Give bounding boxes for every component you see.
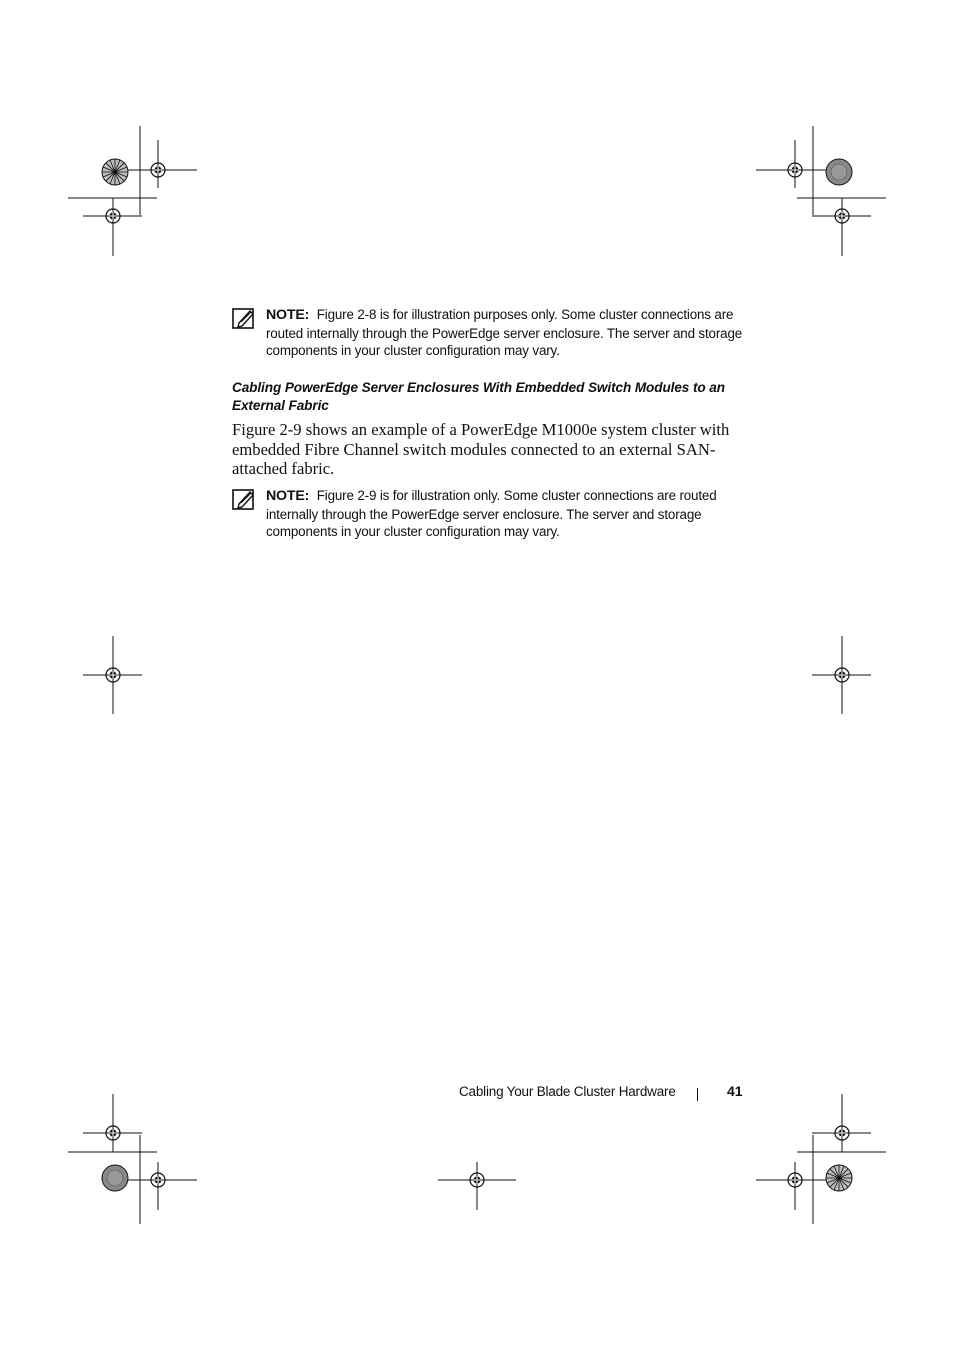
note-1-text [266,306,752,360]
page-number: 41 [727,1083,743,1099]
note-2-text [266,487,752,541]
note-pencil-icon [232,489,256,511]
section-heading: Cabling PowerEdge Server Enclosures With Embedded Switch Modules to an External Fabric [232,380,725,413]
note-2 [232,487,752,541]
note-pencil-icon [232,308,256,330]
section-body: Figure 2-9 shows an example of a PowerEdge M1000e system cluster with embedded Fibre Channel switch modules connected to an external SAN-attached fabric. [232,420,730,479]
note-label: NOTE: [266,488,310,504]
note-label: NOTE: [266,307,310,323]
note-1 [232,306,752,360]
footer-chapter-title: Cabling Your Blade Cluster Hardware [459,1084,676,1099]
note-body: Figure 2-8 is for illustration purposes only. Some cluster connections are routed internally through the PowerEdge server enclosure. The server and storage components in your cluster configuration may vary. [266,307,743,359]
footer-separator [697,1088,698,1101]
note-body: Figure 2-9 is for illustration only. Some cluster connections are routed internally through the PowerEdge server enclosure. The server and storage components in your cluster configuration may vary. [266,488,717,540]
